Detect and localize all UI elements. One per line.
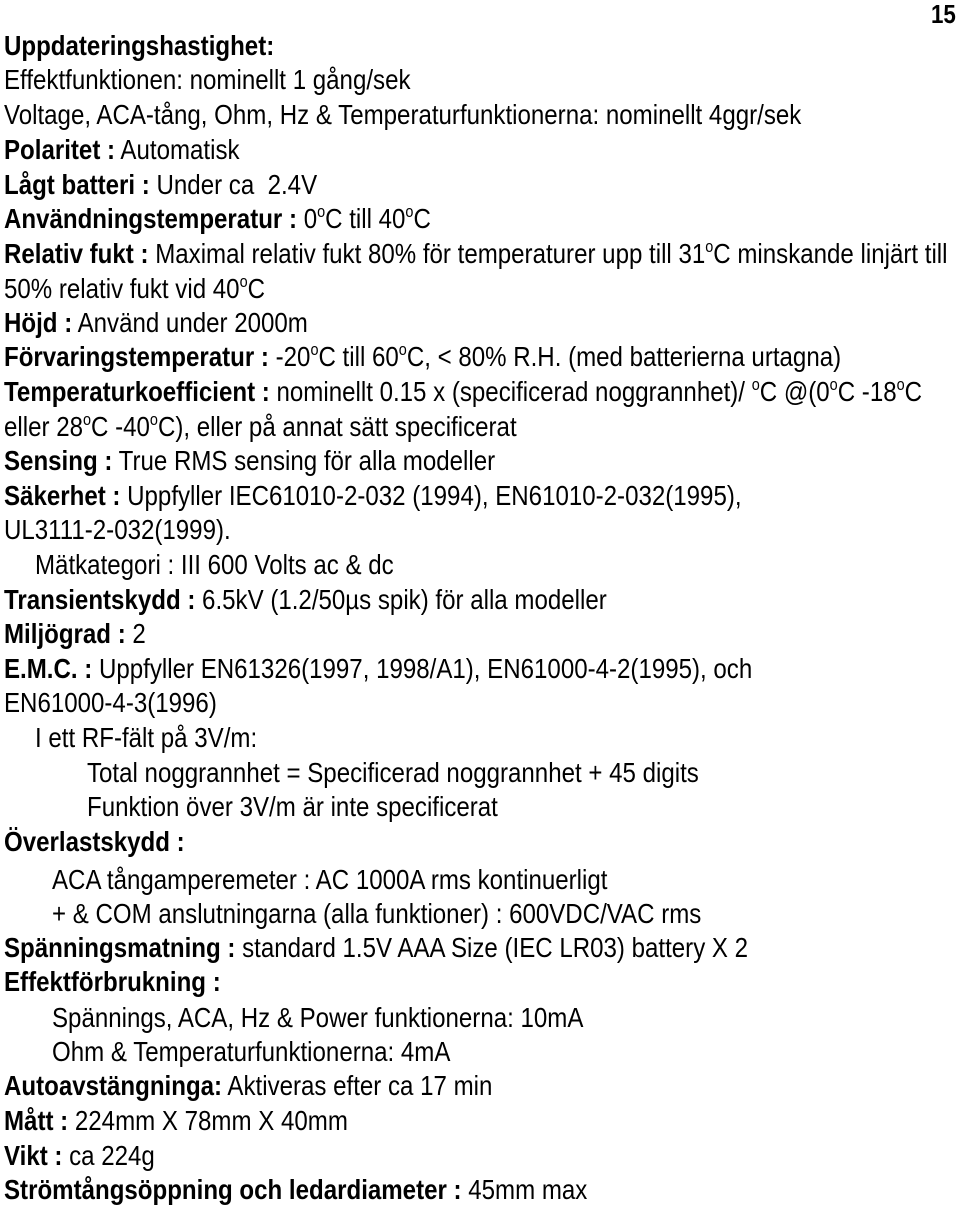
emc-continuation: EN61000-4-3(1996) [4, 687, 217, 718]
measurement-category-line [35, 548, 394, 582]
operating-temperature-value: C [413, 203, 431, 234]
degree-sign: o [405, 202, 414, 222]
emc-label: E.M.C. : [4, 653, 93, 684]
storage-temperature-value: C, < 80% R.H. (med batterierna urtagna) [406, 341, 842, 372]
overload-terminals-line [52, 897, 701, 931]
temperature-coefficient-continuation: C -40 [91, 411, 150, 442]
overload-protection-heading-line [4, 825, 185, 859]
operating-temperature-value: C till 40 [325, 203, 406, 234]
low-battery-value: Under ca 2.4V [156, 169, 318, 200]
sensing-value: True RMS sensing för alla modeller [118, 445, 496, 476]
page-number: 15 [931, 0, 956, 29]
update-rate-heading-line [4, 29, 274, 63]
temperature-coefficient-continuation: C), eller på annat sätt specificerat [157, 411, 517, 442]
temperature-coefficient-continuation: eller 28 [4, 411, 83, 442]
safety-line [4, 479, 742, 513]
polarity-value: Automatisk [120, 134, 240, 165]
emc-line [4, 652, 752, 686]
emc-rf-field: I ett RF-fält på 3V/m: [35, 722, 258, 753]
jaw-opening-label: Strömtångsöppning och ledardiameter : [4, 1174, 462, 1205]
relative-humidity-label: Relativ fukt : [4, 238, 149, 269]
degree-sign: o [310, 340, 319, 360]
transient-protection-line [4, 583, 607, 617]
degree-sign: o [398, 340, 407, 360]
overload-protection-heading: Överlastskydd : [4, 826, 185, 857]
degree-sign: o [751, 375, 760, 395]
low-battery-line [4, 168, 317, 202]
degree-sign: o [829, 375, 838, 395]
low-battery-label: Lågt batteri : [4, 169, 150, 200]
emc-value: Uppfyller EN61326(1997, 1998/A1), EN61000-4-2(1995), och [98, 653, 753, 684]
safety-value: Uppfyller IEC61010-2-032 (1994), EN61010-2-032(1995), [127, 480, 742, 511]
temperature-coefficient-value: C [904, 376, 923, 407]
temperature-coefficient-line [4, 375, 922, 409]
pollution-degree-value: 2 [132, 618, 146, 649]
storage-temperature-value: -20 [275, 341, 311, 372]
altitude-value: Använd under 2000m [77, 307, 308, 338]
overload-clamp: ACA tångamperemeter : AC 1000A rms kontinuerligt [52, 864, 608, 895]
degree-sign: o [896, 375, 905, 395]
sensing-label: Sensing : [4, 445, 113, 476]
update-rate-power-line [4, 63, 411, 97]
weight-value: ca 224g [69, 1140, 155, 1171]
update-rate-power: Effektfunktionen: nominellt 1 gång/sek [4, 64, 411, 95]
temperature-coefficient-value: C @(0 [759, 376, 830, 407]
relative-humidity-value: C minskande linjärt till [713, 238, 948, 269]
temperature-coefficient-value: C -18 [837, 376, 897, 407]
altitude-line [4, 306, 308, 340]
power-supply-label: Spänningsmatning : [4, 932, 236, 963]
operating-temperature-line [4, 202, 431, 236]
pollution-degree-line [4, 617, 146, 651]
storage-temperature-line [4, 340, 841, 374]
relative-humidity-continuation: C [247, 273, 266, 304]
safety-continuation-line [4, 513, 231, 547]
relative-humidity-line [4, 237, 948, 271]
operating-temperature-label: Användningstemperatur : [4, 203, 298, 234]
emc-unspecified: Funktion över 3V/m är inte specificerat [87, 791, 498, 822]
power-supply-value: standard 1.5V AAA Size (IEC LR03) battery X 2 [242, 932, 749, 963]
weight-label: Vikt : [4, 1140, 63, 1171]
degree-sign: o [149, 410, 158, 430]
auto-power-off-value: Aktiveras efter ca 17 min [227, 1070, 493, 1101]
sensing-line [4, 444, 495, 478]
power-consumption-ohm-line [52, 1035, 450, 1069]
measurement-category: Mätkategori : III 600 Volts ac & dc [35, 549, 394, 580]
storage-temperature-value: C till 60 [318, 341, 399, 372]
jaw-opening-value: 45mm max [468, 1174, 588, 1205]
pollution-degree-label: Miljögrad : [4, 618, 126, 649]
emc-rf-field-line [35, 721, 257, 755]
weight-line [4, 1139, 155, 1173]
update-rate-other-line [4, 98, 801, 132]
polarity-label: Polaritet : [4, 134, 116, 165]
overload-terminals: + & COM anslutningarna (alla funktioner) : 600VDC/VAC rms [52, 898, 702, 929]
temperature-coefficient-label: Temperaturkoefficient : [4, 376, 270, 407]
altitude-label: Höjd : [4, 307, 73, 338]
degree-sign: o [82, 410, 92, 430]
relative-humidity-value: Maximal relativ fukt 80% för temperaturer upp till 31 [155, 238, 706, 269]
degree-sign: o [705, 237, 714, 257]
temperature-coefficient-value: nominellt 0.15 x (specificerad noggrannhet)/ [276, 376, 752, 407]
degree-sign: o [317, 202, 326, 222]
auto-power-off-line [4, 1069, 492, 1103]
power-consumption-ohm: Ohm & Temperaturfunktionerna: 4mA [52, 1036, 451, 1067]
update-rate-heading: Uppdateringshastighet: [4, 30, 275, 61]
dimensions-line [4, 1104, 348, 1138]
power-consumption-heading: Effektförbrukning : [4, 966, 221, 997]
power-consumption-voltage: Spännings, ACA, Hz & Power funktionerna: 10mA [52, 1002, 584, 1033]
relative-humidity-continuation-line [4, 272, 265, 306]
auto-power-off-label: Autoavstängninga: [4, 1070, 223, 1101]
polarity-line [4, 133, 240, 167]
relative-humidity-continuation: 50% relativ fukt vid 40 [4, 273, 240, 304]
overload-clamp-line [52, 863, 607, 897]
dimensions-label: Mått : [4, 1105, 69, 1136]
operating-temperature-value: 0 [303, 203, 318, 234]
temperature-coefficient-continuation-line [4, 410, 517, 444]
emc-total-accuracy-line [87, 756, 699, 790]
safety-continuation: UL3111-2-032(1999). [4, 514, 231, 545]
safety-label: Säkerhet : [4, 480, 121, 511]
power-supply-line [4, 931, 748, 965]
emc-unspecified-line [87, 790, 498, 824]
transient-protection-value: 6.5kV (1.2/50µs spik) för alla modeller [202, 584, 607, 615]
dimensions-value: 224mm X 78mm X 40mm [74, 1105, 348, 1136]
update-rate-other: Voltage, ACA-tång, Ohm, Hz & Temperaturfunktionerna: nominellt 4ggr/sek [4, 99, 802, 130]
power-consumption-heading-line [4, 965, 221, 999]
jaw-opening-line [4, 1173, 587, 1207]
storage-temperature-label: Förvaringstemperatur : [4, 341, 269, 372]
emc-total-accuracy: Total noggrannhet = Specificerad noggrannhet + 45 digits [87, 757, 699, 788]
power-consumption-voltage-line [52, 1001, 583, 1035]
transient-protection-label: Transientskydd : [4, 584, 196, 615]
degree-sign: o [239, 272, 248, 292]
emc-continuation-line [4, 686, 217, 720]
